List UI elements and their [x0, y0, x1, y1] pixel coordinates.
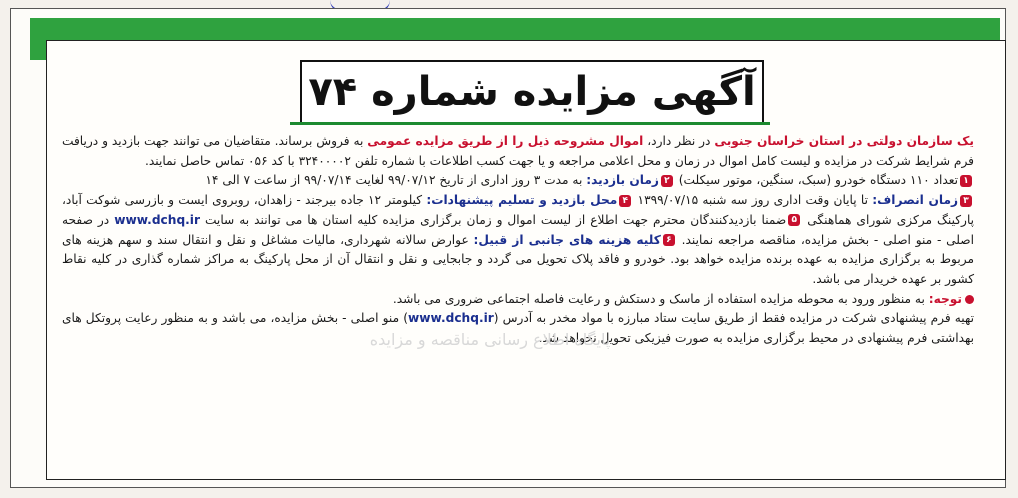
website-link-2[interactable]: www.dchq.ir — [407, 311, 494, 326]
item-number-badge: ۳ — [960, 195, 972, 207]
items-line-2 — [62, 191, 974, 290]
item-4-label: محل بازدید و تسلیم پیشنهادات: — [426, 193, 618, 208]
item-number-badge: ۴ — [619, 195, 631, 207]
note-text-1: به منظور ورود به محوطه مزایده استفاده از ماسک و دستکش و رعایت فاصله اجتماعی ضروری می باشد. — [392, 291, 925, 306]
items-line-1 — [62, 171, 974, 191]
item-5-text: ضمنا بازدیدکنندگان محترم جهت اطلاع از لیست اموال و زمان برگزاری مزایده کلیه استان ها می توانند به سایت — [204, 212, 787, 227]
item-number-badge: ۱ — [960, 175, 972, 187]
item-5-text-2: در صفحه اصلی - منو اصلی - بخش مزایده، مناقصه مراجعه نمایند. — [62, 212, 975, 247]
item-number-badge: ۶ — [663, 234, 675, 246]
page-title: آگهی مزایده شماره ۷۴ — [308, 69, 756, 115]
item-3-label: زمان انصراف: — [872, 193, 959, 208]
ad-body — [62, 132, 974, 349]
intro-paragraph — [62, 132, 974, 171]
watermark: پایگاه اطلاع رسانی مناقصه و مزایده — [369, 330, 611, 349]
item-number-badge: ۵ — [788, 214, 800, 226]
note-text-3: ) منو اصلی - بخش مزایده، می باشد و به منظور رعایت پروتکل های بهداشتی فرم پیشنهادی در محیط برگزاری مزایده به صورت فیزیکی تحویل نخواهد شد. — [62, 311, 974, 346]
item-4-text: کیلومتر ۱۲ جاده بیرجند - زاهدان، روبروی ایست و بازرسی شوکت آباد، پارکینگ مرکزی شورای هماهنگی — [62, 193, 975, 227]
note-label: توجه: — [928, 291, 962, 306]
item-2-label: زمان بازدید: — [586, 173, 659, 188]
submission-paragraph — [62, 309, 974, 348]
item-number-badge: ۲ — [661, 175, 673, 187]
bullet-icon — [965, 295, 974, 304]
intro-org: یک سازمان دولتی در استان خراسان جنوبی — [714, 134, 974, 148]
item-2-text: به مدت ۳ روز اداری از تاریخ ۹۹/۰۷/۱۲ لغایت ۹۹/۰۷/۱۴ از ساعت ۷ الی ۱۴ — [205, 173, 583, 188]
item-3-text: تا پایان وقت اداری روز سه شنبه ۱۳۹۹/۰۷/۱۵ — [637, 193, 869, 208]
item-6-text: عوارض سالانه شهرداری، مالیات مشاغل و نقل و انتقال سند و سهم هزینه های مربوط به برگزاری مزایده به عهده برنده مزایده خواهد بود. خودرو و فاقد پلاک تحویل می گردد و جابجایی و نقل و انتقال آن از محل پارکینگ به مراکز شماره گذاری در کلیه نقاط کشور بر عهده خریدار می باشد. — [62, 232, 974, 286]
item-1-text: تعداد ۱۱۰ دستگاه خودرو (سبک، سنگین، موتور سیکلت) — [678, 173, 958, 188]
note-text-2: تهیه فرم پیشنهادی شرکت در مزایده فقط از طریق سایت ستاد مبارزه با مواد مخدر به آدرس ( — [493, 311, 974, 326]
item-6-label: کلیه هزینه های جانبی از قبیل: — [473, 232, 661, 247]
website-link[interactable]: www.dchq.ir — [114, 212, 200, 227]
intro-text-2: به فروش برساند. متقاضیان می توانند جهت بازدید و دریافت فرم شرایط شرکت در مزایده و لیست کامل اموال در زمان و محل اعلامی مراجعه و یا جهت کسب اطلاعات با شماره تلفن ۳۲۴۰۰۰۰۲ با کد ۰۵۶ تماس حاصل نمایند. — [62, 134, 974, 168]
title-underline — [290, 112, 770, 125]
intro-text: در نظر دارد، — [643, 134, 715, 148]
intro-highlight: اموال مشروحه ذیل را از طریق مزایده عمومی — [367, 134, 644, 148]
note-paragraph — [62, 290, 974, 310]
